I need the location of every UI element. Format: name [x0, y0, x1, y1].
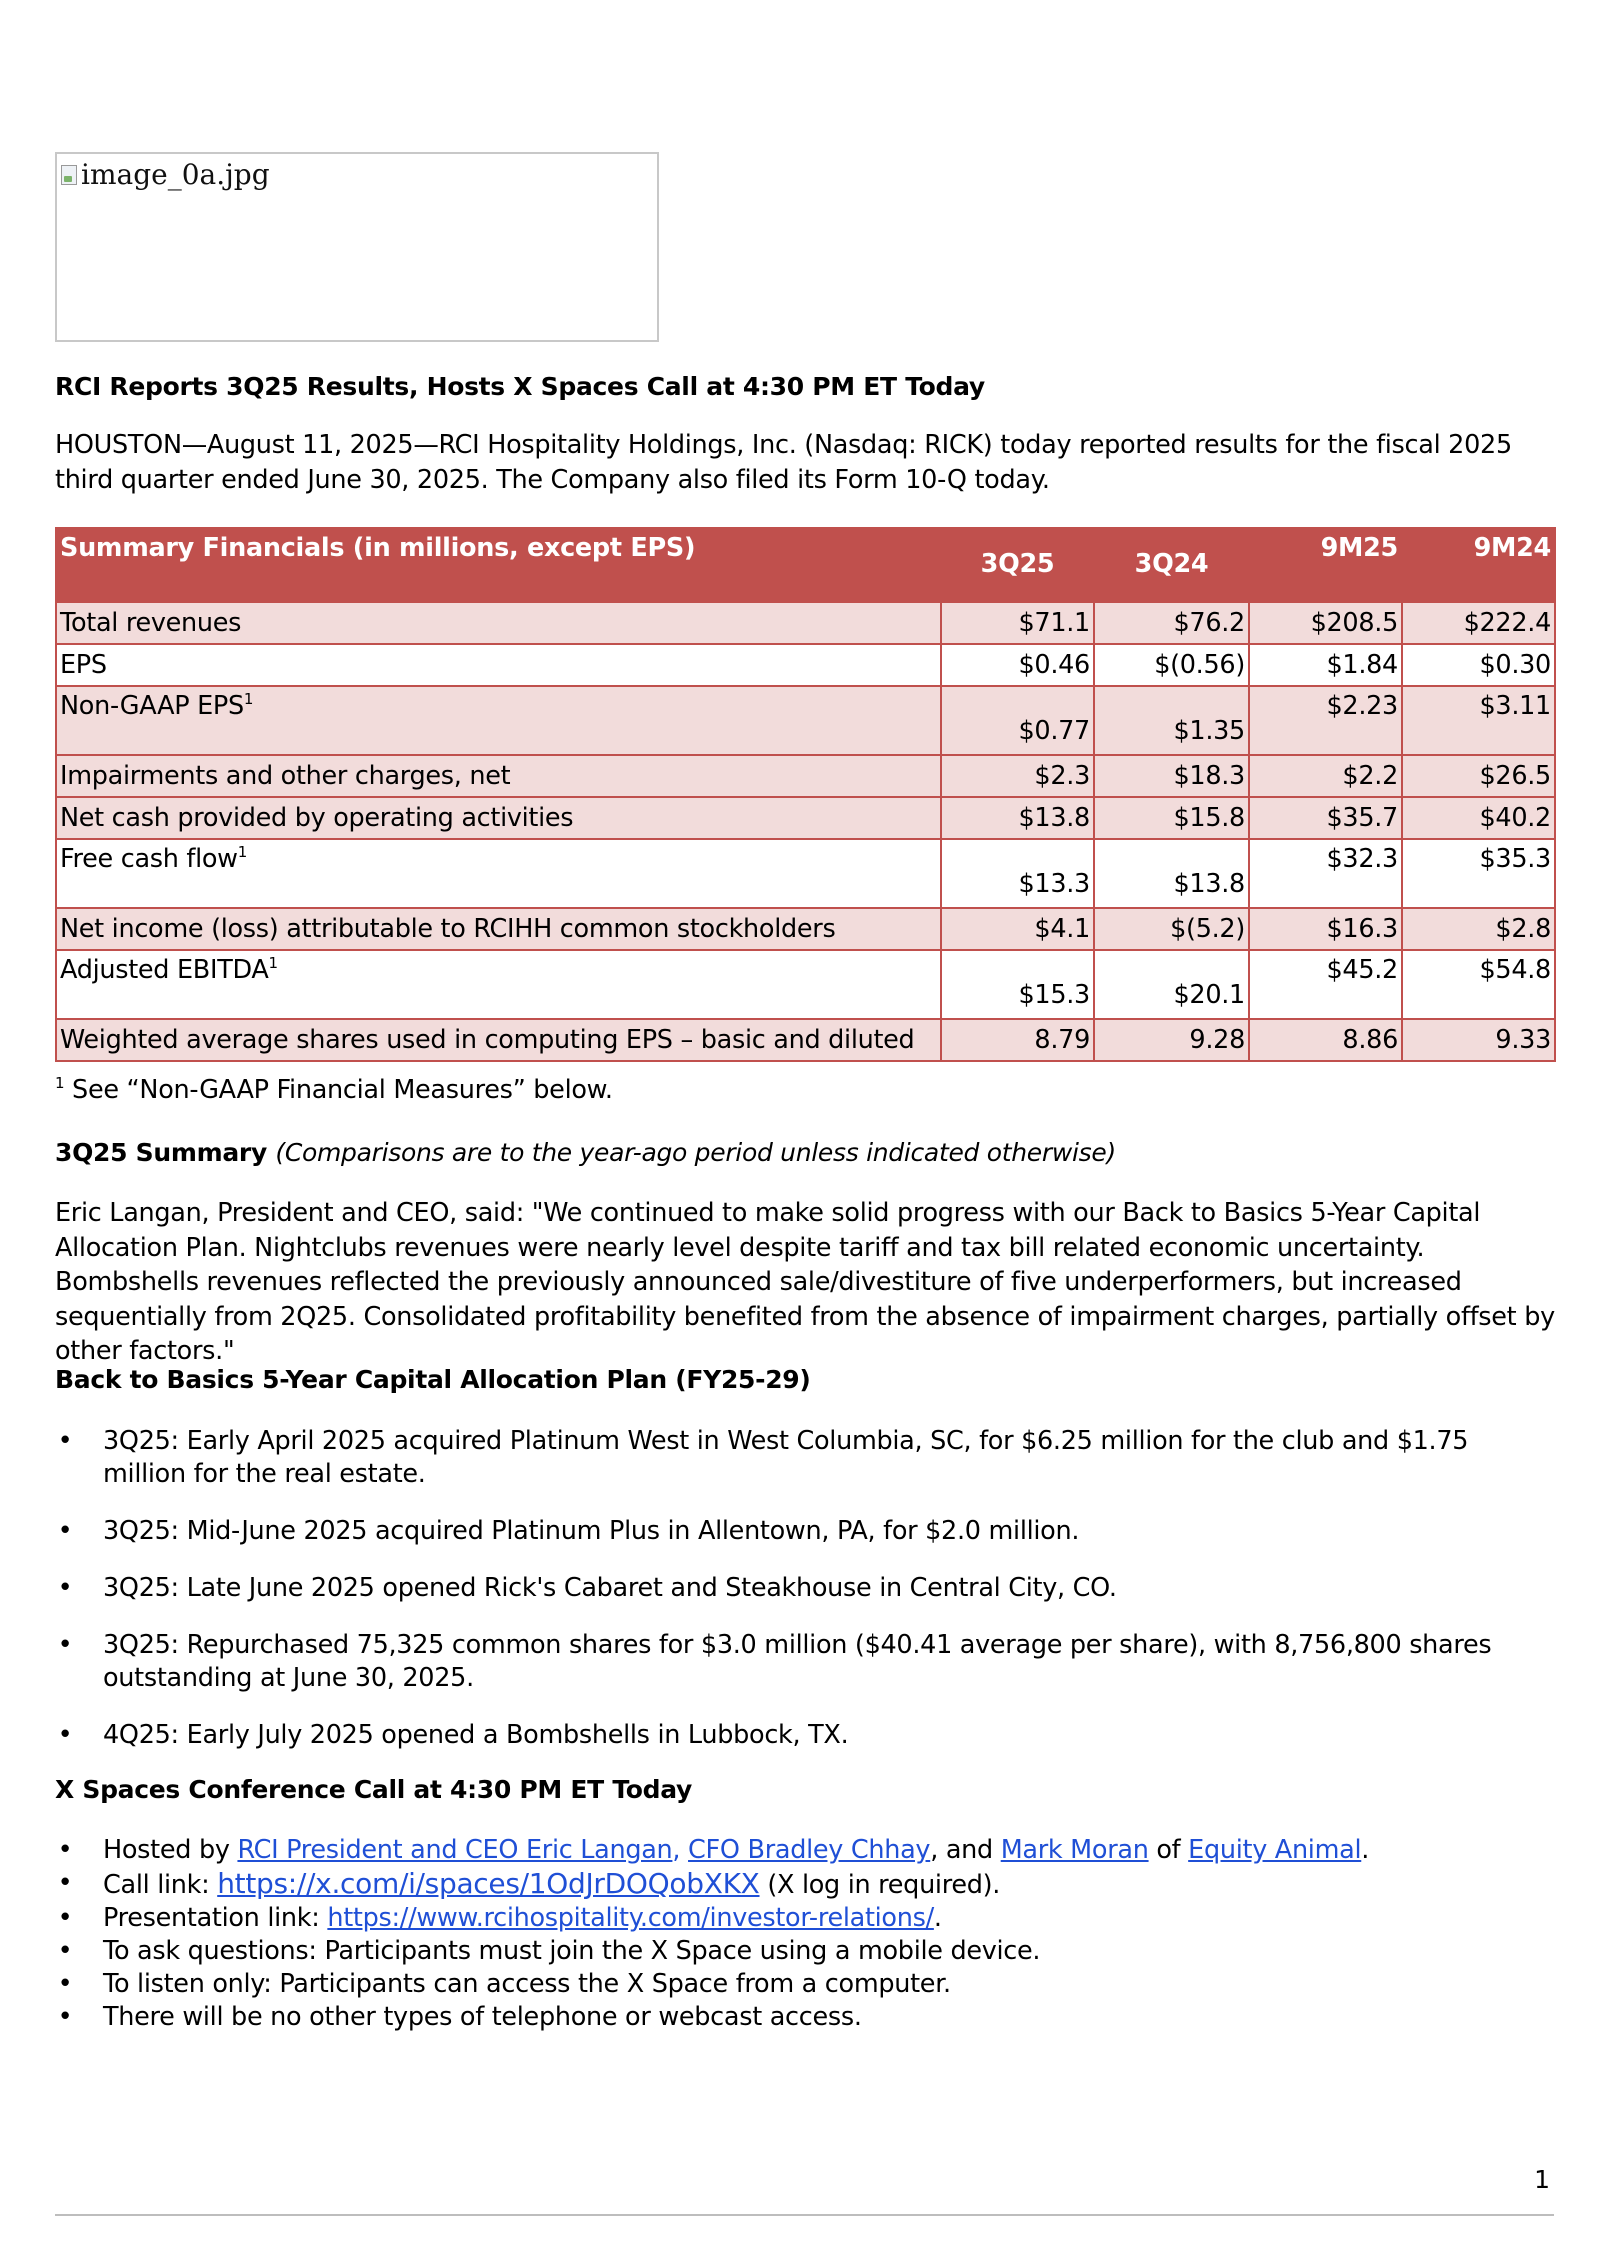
cell-value: $26.5 [1402, 755, 1555, 797]
press-release-headline: RCI Reports 3Q25 Results, Hosts X Spaces Call at 4:30 PM ET Today [55, 372, 985, 401]
plan-bullet-list [55, 1425, 1555, 1776]
list-item: • Call link: https://x.com/i/spaces/1OdJrDOQobXKX (X log in required). [55, 1867, 1555, 1902]
cell-value: $2.23 [1249, 686, 1402, 755]
summary-financials-table [55, 527, 1556, 1062]
presentation-link[interactable]: https://www.rcihospitality.com/investor-relations/ [327, 1903, 934, 1933]
table-row [56, 950, 1555, 1019]
list-item: • 3Q25: Mid-June 2025 acquired Platinum Plus in Allentown, PA, for $2.0 million. [55, 1515, 1555, 1548]
cell-value: $45.2 [1249, 950, 1402, 1019]
x-spaces-call-link[interactable]: https://x.com/i/spaces/1OdJrDOQobXKX [217, 1867, 760, 1900]
plan-heading: Back to Basics 5-Year Capital Allocation Plan (FY25-29) [55, 1365, 811, 1394]
col-header-3q24: 3Q24 [1094, 528, 1249, 600]
logo-alt-label: image_0a.jpg [81, 158, 270, 191]
table-row [56, 644, 1555, 686]
cell-value: $208.5 [1249, 602, 1402, 644]
row-label: Non-GAAP EPS$^1$ [56, 686, 941, 755]
bullet-icon: • [57, 1969, 73, 1999]
table-footnote [55, 1075, 613, 1105]
cell-value: $40.2 [1402, 797, 1555, 839]
col-header-9m24: 9M24 [1402, 528, 1555, 600]
list-item: • To listen only: Participants can access the X Space from a computer. [55, 1968, 1555, 2001]
cell-value: $2.8 [1402, 908, 1555, 950]
col-header-9m25: 9M25 [1249, 528, 1402, 600]
table-row [56, 755, 1555, 797]
cell-value: $0.30 [1402, 644, 1555, 686]
host-link-eric-langan[interactable]: RCI President and CEO Eric Langan [237, 1835, 673, 1865]
bullet-icon: • [57, 1903, 73, 1933]
call-bullet-list [55, 1834, 1555, 2034]
cell-value: 9.28 [1094, 1019, 1249, 1061]
cell-value: $20.1 [1094, 950, 1249, 1019]
logo-alt-text [61, 158, 270, 191]
list-item: • 3Q25: Late June 2025 opened Rick's Cabaret and Steakhouse in Central City, CO. [55, 1572, 1555, 1605]
list-item: • 3Q25: Early April 2025 acquired Platinum West in West Columbia, SC, for $6.25 million for the club and $1.75 million for the real estate. [55, 1425, 1555, 1491]
cell-value: $13.8 [941, 797, 1094, 839]
cell-value: $35.7 [1249, 797, 1402, 839]
table-row [56, 797, 1555, 839]
table-row [56, 839, 1555, 908]
bullet-icon: • [57, 1936, 73, 1966]
row-label: Impairments and other charges, net [56, 755, 941, 797]
bullet-icon: • [57, 1516, 73, 1546]
ceo-quote-paragraph: Eric Langan, President and CEO, said: "We continued to make solid progress with our Back to Basics 5-Year Capital Allocation Plan. Nightclubs revenues were nearly level despite tariff and tax bill related economic uncertainty. Bombshells revenues reflected the previously announced sale/divestiture of five underperformers, but increased sequentially from 2Q25. Consolidated profitability benefited from the absence of impairment charges, partially offset by other factors." [55, 1198, 1555, 1366]
row-label: EPS [56, 644, 941, 686]
list-item: • To ask questions: Participants must join the X Space using a mobile device. [55, 1935, 1555, 1968]
cell-value: 9.33 [1402, 1019, 1555, 1061]
summary-title: 3Q25 Summary [55, 1138, 267, 1167]
footnote-text: See “Non-GAAP Financial Measures” below. [64, 1075, 613, 1105]
footnote-marker: 1 [55, 1074, 65, 1092]
host-link-mark-moran[interactable]: Mark Moran [1000, 1835, 1149, 1865]
cell-value: $15.8 [1094, 797, 1249, 839]
bullet-icon: • [57, 1630, 73, 1660]
footnote-marker: 1 [243, 690, 254, 708]
company-logo-placeholder [55, 152, 659, 342]
broken-image-icon [61, 165, 77, 185]
cell-value: $35.3 [1402, 839, 1555, 908]
cell-value: $222.4 [1402, 602, 1555, 644]
footer-divider [55, 2214, 1554, 2216]
cell-value: $76.2 [1094, 602, 1249, 644]
cell-value: $1.84 [1249, 644, 1402, 686]
summary-note: (Comparisons are to the year-ago period unless indicated otherwise) [275, 1138, 1116, 1167]
bullet-icon: • [57, 1426, 73, 1456]
row-label: Net income (loss) attributable to RCIHH common stockholders [56, 908, 941, 950]
cell-value: $13.8 [1094, 839, 1249, 908]
table-row [56, 602, 1555, 644]
host-link-bradley-chhay[interactable]: CFO Bradley Chhay [688, 1835, 931, 1865]
footnote-marker: 1 [237, 843, 247, 861]
bullet-icon: • [57, 2002, 73, 2032]
cell-value: $2.3 [941, 755, 1094, 797]
bullet-icon: • [57, 1868, 73, 1898]
row-label: Weighted average shares used in computing EPS – basic and diluted [56, 1019, 941, 1061]
bullet-icon: • [57, 1573, 73, 1603]
col-header-3q25: 3Q25 [941, 528, 1094, 600]
cell-value: $13.3 [941, 839, 1094, 908]
cell-value: 8.86 [1249, 1019, 1402, 1061]
table-row [56, 908, 1555, 950]
bullet-icon: • [57, 1720, 73, 1750]
cell-value: $(5.2) [1094, 908, 1249, 950]
list-item: • Hosted by RCI President and CEO Eric Langan, CFO Bradley Chhay, and Mark Moran of Equity Animal. [55, 1834, 1555, 1867]
cell-value: $3.11 [1402, 686, 1555, 755]
list-item: • 4Q25: Early July 2025 opened a Bombshells in Lubbock, TX. [55, 1719, 1555, 1752]
cell-value: $54.8 [1402, 950, 1555, 1019]
cell-value: $16.3 [1249, 908, 1402, 950]
org-link-equity-animal[interactable]: Equity Animal [1188, 1835, 1362, 1865]
cell-value: $71.1 [941, 602, 1094, 644]
row-label: Adjusted EBITDA$^1$ [56, 950, 941, 1019]
row-label: Free cash flow$^1$ [56, 839, 941, 908]
cell-value: $18.3 [1094, 755, 1249, 797]
table-row [56, 686, 1555, 755]
cell-value: $0.77 [941, 686, 1094, 755]
page-number: 1 [1534, 2165, 1550, 2194]
cell-value: $(0.56) [1094, 644, 1249, 686]
cell-value: $0.46 [941, 644, 1094, 686]
list-item: • There will be no other types of telephone or webcast access. [55, 2001, 1555, 2034]
call-heading: X Spaces Conference Call at 4:30 PM ET Today [55, 1775, 693, 1804]
cell-value: 8.79 [941, 1019, 1094, 1061]
summary-heading [55, 1138, 1116, 1167]
cell-value: $1.35 [1094, 686, 1249, 755]
row-label: Net cash provided by operating activities [56, 797, 941, 839]
cell-value: $4.1 [941, 908, 1094, 950]
cell-value: $32.3 [1249, 839, 1402, 908]
table-header-row [56, 528, 1555, 600]
cell-value: $15.3 [941, 950, 1094, 1019]
row-label: Total revenues [56, 602, 941, 644]
table-row [56, 1019, 1555, 1061]
footnote-marker: 1 [268, 954, 278, 972]
table-title: Summary Financials (in millions, except EPS) [56, 528, 941, 600]
cell-value: $2.2 [1249, 755, 1402, 797]
list-item: • 3Q25: Repurchased 75,325 common shares for $3.0 million ($40.41 average per share), with 8,756,800 shares outstanding at June 30, 2025. [55, 1629, 1555, 1695]
intro-paragraph: HOUSTON—August 11, 2025—RCI Hospitality Holdings, Inc. (Nasdaq: RICK) today reported results for the fiscal 2025 third quarter ended June 30, 2025. The Company also filed its Form 10-Q today. [55, 430, 1512, 495]
bullet-icon: • [57, 1835, 73, 1865]
list-item: • Presentation link: https://www.rcihospitality.com/investor-relations/. [55, 1902, 1555, 1935]
